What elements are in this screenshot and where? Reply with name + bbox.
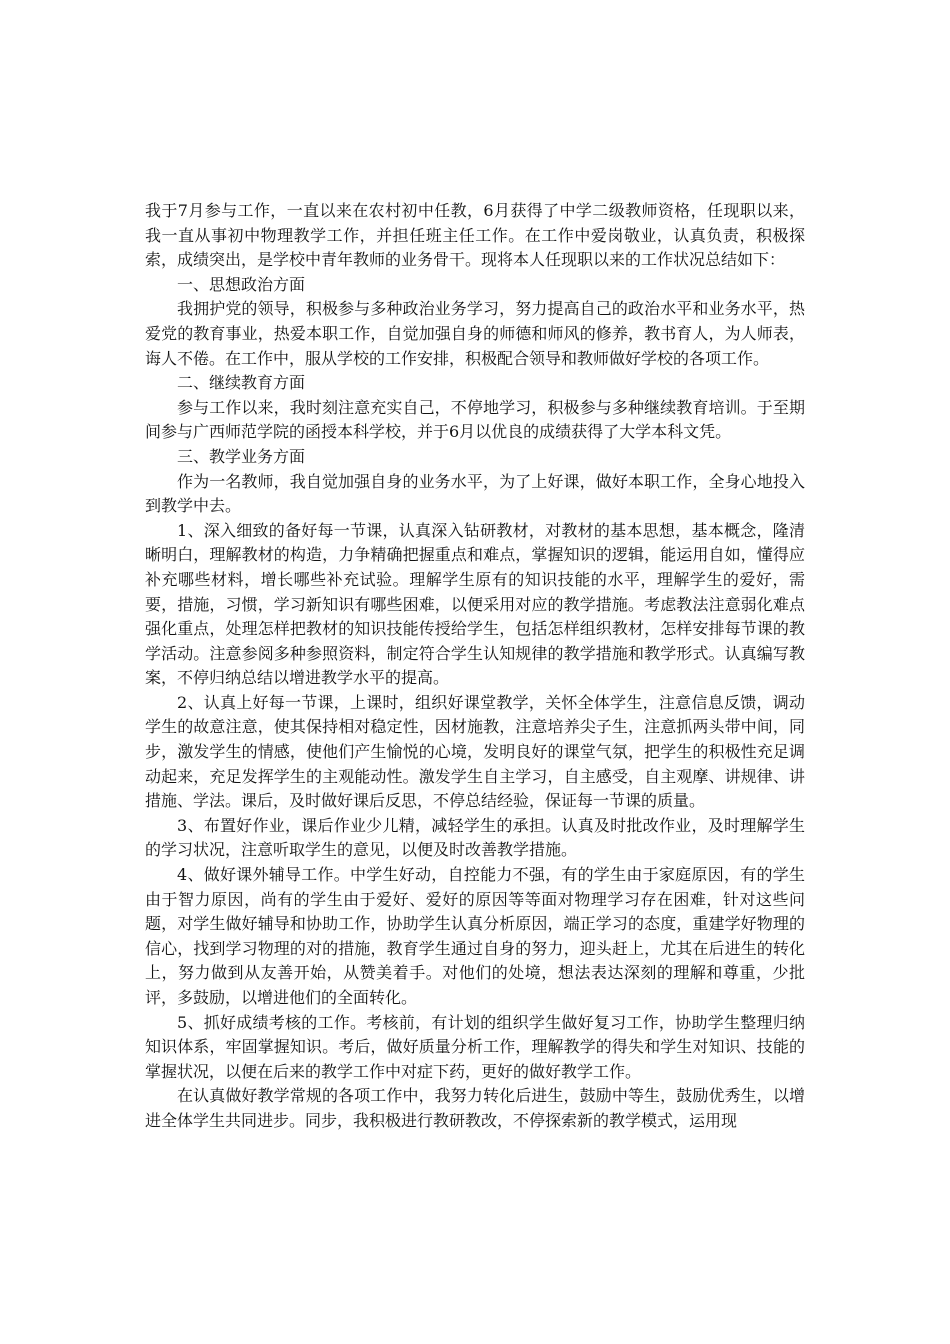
- section-heading-continuing-education: 二、继续教育方面: [177, 373, 306, 393]
- document-body: [145, 199, 805, 1134]
- intro-paragraph: 我于7月参与工作，一直以来在农村初中任教，6月获得了中学二级教师资格，任现职以来，我一直从事初中物理教学工作，并担任班主任工作。在工作中爱岗敬业，认真负责，积极探索，成绩突出，是学校中青年教师的业务骨干。现将本人任现职以来的工作状况总结如下：: [145, 201, 805, 270]
- section-heading-teaching: 三、教学业务方面: [177, 446, 306, 466]
- teaching-item-4: 4、做好课外辅导工作。中学生好动，自控能力不强，有的学生由于家庭原因，有的学生由于智力原因，尚有的学生由于爱好、爱好的原因等等面对物理学习存在困难，针对这些问题，对学生做好辅导和协助工作，协助学生认真分析原因，端正学习的态度，重建学好物理的信心，找到学习物理的对的措施，教育学生通过自身的努力，迎头赶上，尤其在后进生的转化上，努力做到从友善开始，从赞美着手。对他们的处境，想法表达深刻的理解和尊重，少批评，多鼓励，以增进他们的全面转化。: [145, 865, 805, 1007]
- continuing-education-paragraph: 参与工作以来，我时刻注意充实自己，不停地学习，积极参与多种继续教育培训。于至期间参与广西师范学院的函授本科学校，并于6月以优良的成绩获得了大学本科文凭。: [145, 397, 805, 442]
- teaching-item-2: 2、认真上好每一节课，上课时，组织好课堂教学，关怀全体学生，注意信息反馈，调动学生的故意注意，使其保持相对稳定性，因材施教，注意培养尖子生，注意抓两头带中间，同步，激发学生的情感，使他们产生愉悦的心境，发明良好的课堂气氛，把学生的积极性充足调动起来，充足发挥学生的主观能动性。激发学生自主学习，自主感受，自主观摩、讲规律、讲措施、学法。课后，及时做好课后反思，不停总结经验，保证每一节课的质量。: [145, 692, 805, 811]
- section-heading-political: 一、思想政治方面: [177, 274, 306, 294]
- political-paragraph: 我拥护党的领导，积极参与多种政治业务学习，努力提高自己的政治水平和业务水平，热爱党的教育事业，热爱本职工作，自觉加强自身的师德和师风的修养，教书育人，为人师表，诲人不倦。在工作中，服从学校的工作安排，积极配合领导和教师做好学校的各项工作。: [145, 299, 805, 368]
- teaching-item-5: 5、抓好成绩考核的工作。考核前，有计划的组织学生做好复习工作，协助学生整理归纳知识体系，牢固掌握知识。考后，做好质量分析工作，理解教学的得失和学生对知识、技能的掌握状况，以便在后来的教学工作中对症下药，更好的做好教学工作。: [145, 1012, 805, 1081]
- teaching-item-1: 1、深入细致的备好每一节课，认真深入钻研教材，对教材的基本思想，基本概念，隆清晰明白，理解教材的构造，力争精确把握重点和难点，掌握知识的逻辑，能运用自如，懂得应补充哪些材料，增长哪些补充试验。理解学生原有的知识技能的水平，理解学生的爱好，需要，措施，习惯，学习新知识有哪些困难，以便采用对应的教学措施。考虑教法注意弱化难点强化重点，处理怎样把教材的知识技能传授给学生，包括怎样组织教材，怎样安排每节课的教学活动。注意参阅多种参照资料，制定符合学生认知规律的教学措施和教学形式。认真编写教案，不停归纳总结以增进教学水平的提高。: [145, 520, 805, 688]
- closing-paragraph: 在认真做好教学常规的各项工作中，我努力转化后进生，鼓励中等生，鼓励优秀生，以增进全体学生共同进步。同步，我积极进行教研教改，不停探索新的教学模式，运用现: [145, 1086, 805, 1130]
- teaching-item-3: 3、布置好作业，课后作业少儿精，减轻学生的承担。认真及时批改作业，及时理解学生的学习状况，注意听取学生的意见，以便及时改善教学措施。: [145, 815, 805, 860]
- teaching-intro-paragraph: 作为一名教师，我自觉加强自身的业务水平，为了上好课，做好本职工作，全身心地投入到教学中去。: [145, 471, 805, 516]
